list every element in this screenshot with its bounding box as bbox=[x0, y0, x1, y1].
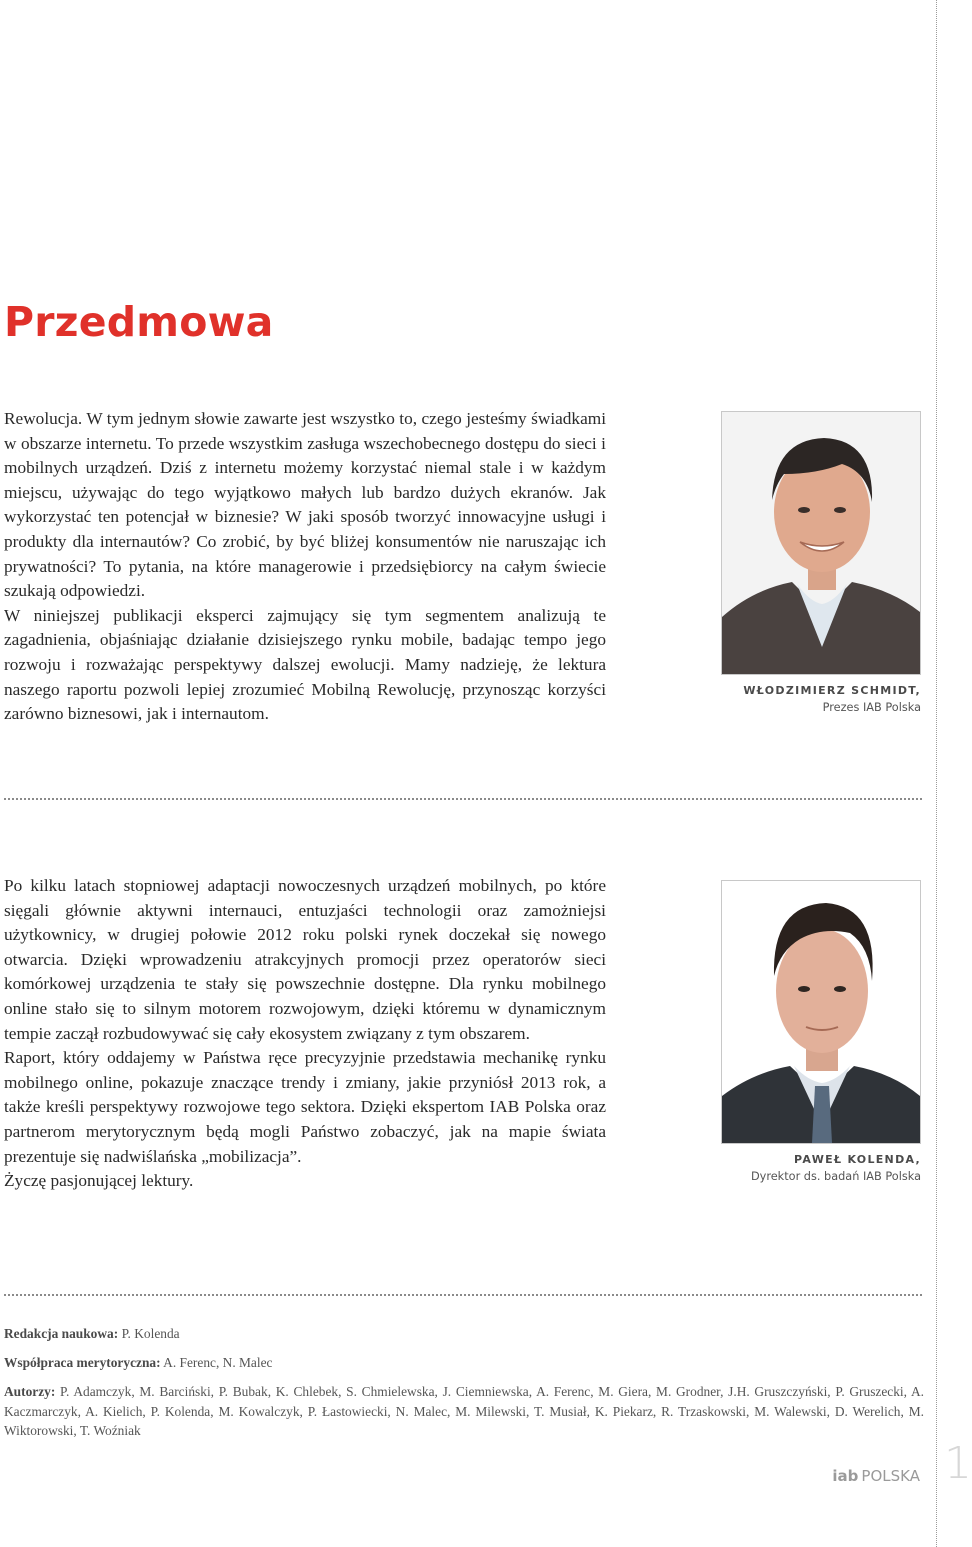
credit-cooperation-value: A. Ferenc, N. Malec bbox=[163, 1355, 273, 1370]
author1-role: Prezes IAB Polska bbox=[822, 701, 921, 714]
author1-caption bbox=[743, 684, 921, 714]
iab-polska-logo bbox=[832, 1467, 920, 1485]
portrait-icon bbox=[722, 412, 920, 674]
credit-editor bbox=[4, 1324, 924, 1344]
second-paragraph-3: Życzę pasjonującej lektury. bbox=[4, 1171, 194, 1191]
credit-authors-label: Autorzy: bbox=[4, 1384, 56, 1399]
section-divider bbox=[4, 798, 922, 800]
author2-name: PAWEŁ KOLENDA, bbox=[794, 1153, 921, 1166]
second-paragraph-1: Po kilku latach stopniowej adaptacji nowoczesnych urządzeń mobilnych, po które sięgali głównie aktywni internauci, entuzjaści technologii oraz zamożniejsi użytkownicy, w drugiej połowie 2012 roku polski rynek doczekał się nowego otwarcia. Dzięki wprowadzeniu atrakcyjnych promocji przez operatorów sieci komórkowej urządzenia te stały się powszechnie dostępne. Dla rynku mobilnego online stało się to silnym motorem rozwojowym, dzięki któremu w dynamicznym tempie zaczął rozbudowywać się cały ekosystem związany z tym obszarem. bbox=[4, 876, 606, 1043]
page-number: 1 bbox=[944, 1438, 972, 1489]
right-margin-rule bbox=[936, 0, 937, 1547]
intro-text bbox=[4, 407, 606, 727]
credit-authors-value: P. Adamczyk, M. Barciński, P. Bubak, K. Chlebek, S. Chmielewska, J. Ciemniewska, A. Ferenc, M. Giera, M. Grodner, J.H. Gruszczyński, P. Gruszecki, A. Kaczmarczyk, A. Kielich, P. Kolenda, M. Kowalczyk, P. Łastowiecki, N. Malec, M. Milewski, T. Musiał, K. Piekarz, R. Trzaskowski, M. Walewski, D. Werelich, M. Wiktorowski, T. Woźniak bbox=[4, 1384, 924, 1438]
credit-cooperation bbox=[4, 1353, 924, 1373]
author2-photo bbox=[721, 880, 921, 1144]
author1-name: WŁODZIMIERZ SCHMIDT, bbox=[743, 684, 921, 697]
second-text bbox=[4, 874, 606, 1194]
logo-iab: iab bbox=[832, 1467, 859, 1485]
page-title: Przedmowa bbox=[4, 298, 274, 346]
credit-cooperation-label: Współpraca merytoryczna: bbox=[4, 1355, 161, 1370]
credits-divider bbox=[4, 1294, 922, 1296]
second-paragraph-2: Raport, który oddajemy w Państwa ręce precyzyjnie przedstawia mechanikę rynku mobilnego online, pokazuje znaczące trendy i zmiany, jakie przyniósł 2013 rok, a także kreśli perspektywy rozwojowe tego sektora. Dzięki ekspertom IAB Polska oraz partnerom merytorycznym będą mogli Państwo zobaczyć, jak na mapie świata prezentuje się nadwiślańska „mobilizacja”. bbox=[4, 1048, 606, 1166]
credit-editor-value: P. Kolenda bbox=[121, 1326, 180, 1341]
author2-role: Dyrektor ds. badań IAB Polska bbox=[750, 1170, 921, 1183]
credit-editor-label: Redakcja naukowa: bbox=[4, 1326, 119, 1341]
intro-paragraph-1: Rewolucja. W tym jednym słowie zawarte jest wszystko to, czego jesteśmy świadkami w obszarze internetu. To przede wszystkim zasługa wszechobecnego dostępu do sieci i mobilnych urządzeń. Dziś z internetu możemy korzystać niemal stale i w każdym miejscu, używając do tego wyjątkowo małych lub bardzo dużych ekranów. Jak wykorzystać ten potencjał w biznesie? W jaki sposób tworzyć innowacyjne usługi i produkty dla internautów? Co zrobić, by być bliżej konsumentów nie naruszając ich prywatności? To pytania, na które managerowie i przedsiębiorcy na całym świecie szukają odpowiedzi. bbox=[4, 409, 606, 601]
logo-polska: POLSKA bbox=[861, 1467, 920, 1485]
author1-photo bbox=[721, 411, 921, 675]
intro-paragraph-2: W niniejszej publikacji eksperci zajmujący się tym segmentem analizują te zagadnienia, objaśniając działanie dzisiejszego rynku mobile, badając tempo jego rozwoju i rozważając perspektywy dalszej ewolucji. Mamy nadzieję, że lektura naszego raportu pozwoli lepiej zrozumieć Mobilną Rewolucję, przynosząc korzyści zarówno biznesowi, jak i internautom. bbox=[4, 605, 606, 724]
portrait-icon bbox=[722, 881, 920, 1143]
author2-caption bbox=[751, 1153, 921, 1183]
credit-authors bbox=[4, 1382, 924, 1441]
